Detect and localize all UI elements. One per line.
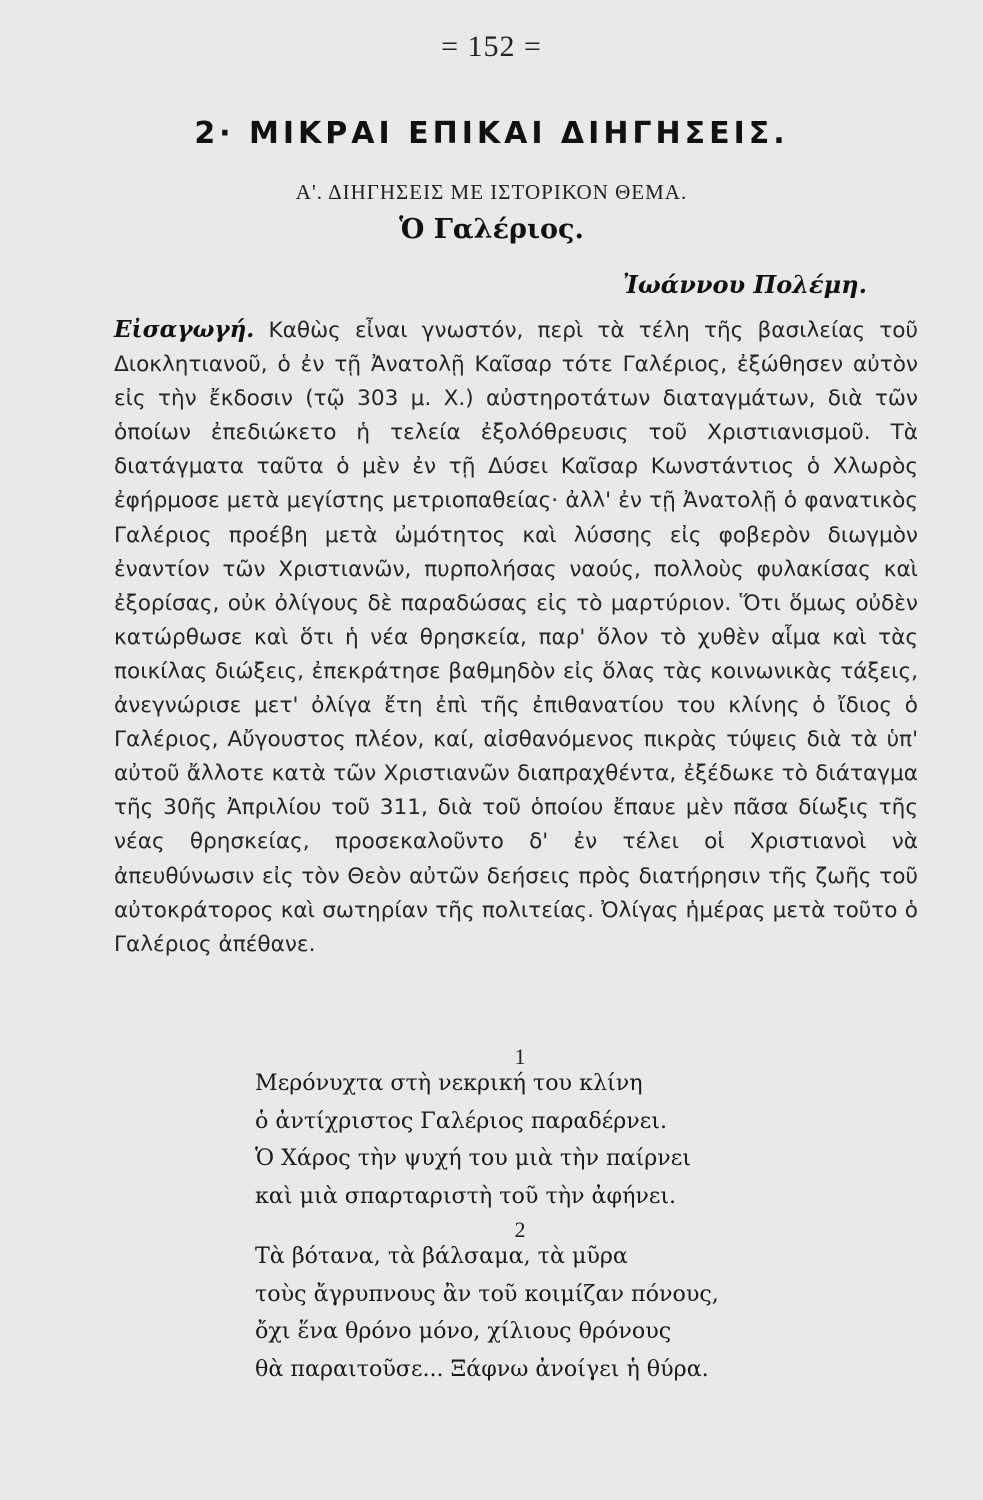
poem-line: τοὺς ἄγρυπνους ἂν τοῦ κοιμίζαν πόνους, <box>255 1280 719 1307</box>
introduction-text: Καθὼς εἶναι γνωστόν, περὶ τὰ τέλη τῆς βασιλείας τοῦ Διοκλητιανοῦ, ὁ ἐν τῇ Ἀνατολῇ Καῖσαρ τότε Γαλέριος, ἐξώθησεν αὐτὸν εἰς τὴν ἔκδοσιν (τῷ 303 μ. Χ.) αὐστηροτάτων διαταγμάτων, διὰ τῶν ὁποίων ἐπεδιώκετο ἡ τελεία ἐξολόθρευσις τοῦ Χριστιανισμοῦ. Τὰ διατάγματα ταῦτα ὁ μὲν ἐν τῇ Δύσει Καῖσαρ Κωνστάντιος ὁ Χλωρὸς ἐφήρμοσε μετὰ μεγίστης μετριοπαθείας· ἀλλ' ἐν τῇ Ἀνατολῇ ὁ φανατικὸς Γαλέριος προέβη μετὰ ὠμότητος καὶ λύσσης εἰς φοβερὸν διωγμὸν ἐναντίον τῶν Χριστιανῶν, πυρπολήσας ναούς, πολλοὺς φυλακίσας καὶ ἐξορίσας, οὐκ ὀλίγους δὲ παραδώσας εἰς τὸ μαρτύριον. Ὅτι ὅμως οὐδὲν κατώρθωσε καὶ ὅτι ἡ νέα θρησκεία, παρ' ὅλον τὸ χυθὲν αἷμα καὶ τὰς ποικίλας διώξεις, ἐπεκράτησε βαθμηδὸν εἰς ὅλας τὰς κοινωνικὰς τάξεις, ἀνεγνώρισε μετ' ὀλίγα ἔτη ἐπὶ τῆς ἐπιθανατίου του κλίνης ὁ ἴδιος ὁ Γαλέριος, Αὔγουστος πλέον, καί, αἰσθανόμενος πικρὰς τύψεις διὰ τὰ ὑπ' αὐτοῦ ἄλλοτε κατὰ τῶν Χριστιανῶν διαπραχθέντα, ἐξέδωκε τὸ διάταγμα τῆς 30ῆς Ἀπριλίου τοῦ 311, διὰ τοῦ ὁποίου ἔπαυε μὲν πᾶσα δίωξις τῆς νέας θρησκείας, προσεκαλοῦντο δ' ἐν τέλει οἱ Χριστιανοὶ νὰ ἀπευθύνωσιν εἰς τὸν Θεὸν αὐτῶν δεήσεις πρὸς διατήρησιν τῆς ζωῆς τοῦ αὐτοκράτορος καὶ σωτηρίαν τῆς πολιτείας. Ὀλίγας ἡμέρας μετὰ τοῦτο ὁ Γαλέριος ἀπέθανε. <box>114 318 918 957</box>
section-title: 2· ΜΙΚΡΑΙ ΕΠΙΚΑΙ ΔΙΗΓΗΣΕΙΣ. <box>194 116 789 151</box>
poem-line: ὁ ἀντίχριστος Γαλέριος παραδέρνει. <box>255 1107 668 1134</box>
stanza-number: 2 <box>514 1217 526 1242</box>
author-name: Ἰωάννου Πολέμη. <box>622 270 867 299</box>
poem-line: Ὁ Χάρος τὴν ψυχή του μιὰ τὴν παίρνει <box>255 1145 691 1171</box>
poem-line: θὰ παραιτοῦσε... Ξάφνω ἀνοίγει ἡ θύρα. <box>255 1355 709 1382</box>
page-number: = 152 = <box>441 30 542 63</box>
introduction-label: Εἰσαγωγή. <box>114 316 255 343</box>
poem-line: ὄχι ἕνα θρόνο μόνο, χίλιους θρόνους <box>255 1318 672 1344</box>
poem-line: Τὰ βότανα, τὰ βάλσαμα, τὰ μῦρα <box>255 1243 628 1269</box>
poem-stanza <box>255 1065 895 1215</box>
poem-line: καὶ μιὰ σπαρταριστὴ τοῦ τὴν ἀφήνει. <box>255 1182 677 1209</box>
subsection-title: Α'. ΔΙΗΓΗΣΕΙΣ ΜΕ ΙΣΤΟΡΙΚΟΝ ΘΕΜΑ. <box>295 180 688 204</box>
story-title: Ὁ Γαλέριος. <box>399 214 584 245</box>
poem-stanza <box>255 1238 895 1388</box>
stanza-number: 1 <box>514 1044 526 1069</box>
introduction-paragraph <box>114 313 918 962</box>
poem-line: Μερόνυχτα στὴ νεκρική του κλίνη <box>255 1070 643 1096</box>
